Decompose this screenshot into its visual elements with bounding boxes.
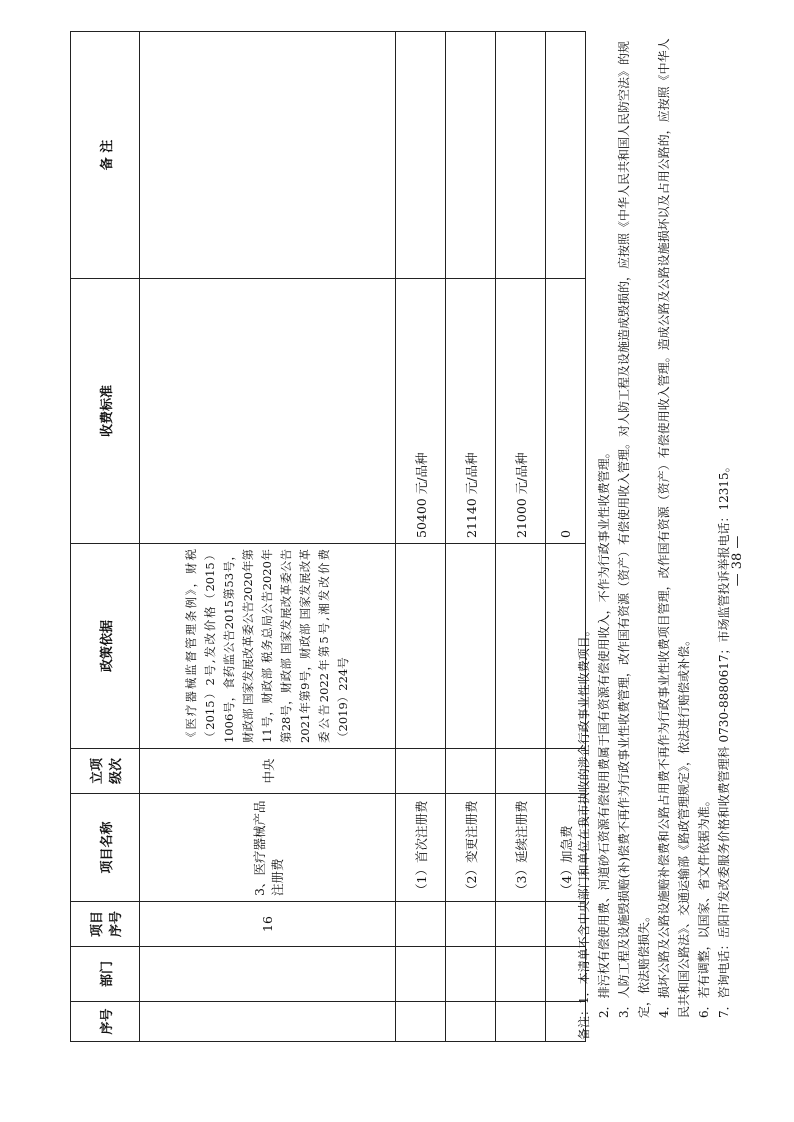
cell-item-no: 16 xyxy=(140,902,396,947)
note-3: 3．人防工程及设施毁损赔(补)偿费不再作为行政事业性收费管理，改作国有资源（资产）有偿使用收入管理。对人防工程及设施造成毁损的，应按照《中华人民共和国人民防空法》的规定，依法赔偿损失。 xyxy=(617,40,651,1018)
table-row xyxy=(496,32,546,1042)
notes-section xyxy=(574,35,734,1040)
cell-level: 中央 xyxy=(140,749,396,794)
cell-standard xyxy=(140,279,396,544)
fee-table xyxy=(70,31,586,1042)
header-seq: 序号 xyxy=(71,1002,140,1042)
cell-item-name: 3、医疗器械产品注册费 xyxy=(140,794,396,902)
sub-item-name: （4）加急费 xyxy=(546,794,586,902)
table-row-main xyxy=(140,32,396,1042)
note-4: 4．损坏公路及公路设施赔补偿费和公路占用费不再作为行政事业性收费项目管理，改作国有资源（资产）有偿使用收入管理。造成公路及公路设施损坏以及占用公路的，应按照《中华人民共和国公路法》、交通运输部《路政管理规定》，依法进行赔偿或补偿。 xyxy=(657,38,691,1018)
header-level: 立项级次 xyxy=(71,749,140,794)
note-7: 7．咨询电话：岳阳市发改委服务价格和收费管理科 0730-8880617；市场监管投诉举报电话：12315。 xyxy=(717,460,731,1018)
page-number: — 38 — xyxy=(730,535,745,587)
cell-remarks xyxy=(140,32,396,279)
sub-item-standard: 0 xyxy=(546,279,586,544)
sub-item-standard: 21140 元/品种 xyxy=(446,279,496,544)
cell-seq xyxy=(140,1002,396,1042)
header-item-name: 项目名称 xyxy=(71,794,140,902)
header-basis: 政策依据 xyxy=(71,544,140,749)
header-remarks: 备 注 xyxy=(71,32,140,279)
cell-dept xyxy=(140,947,396,1002)
note-1: 备注：1．本清单不含中央部门和单位在我市执收的涉企行政事业性收费项目。 xyxy=(577,624,591,1040)
table-row xyxy=(396,32,446,1042)
header-dept: 部门 xyxy=(71,947,140,1002)
sub-item-name: （3）延续注册费 xyxy=(496,794,546,902)
cell-basis: 《医疗器械监督管理条例》，财税（2015）2号,发改价格（2015）1006号，食药监公告2015第53号，财政部 国家发展改革委公告2020年第11号，财政部 税务总局公告2020年第28号，财政部 国家发展改革委公告2021年第9号，财政部 国家发展改革委公告2022年第5号,湘发改价费（2019）224号 xyxy=(140,544,396,749)
header-standard: 收费标准 xyxy=(71,279,140,544)
sub-item-standard: 21000 元/品种 xyxy=(496,279,546,544)
note-2: 2．排污权有偿使用费、河道砂石资源有偿使用费属于国有资源有偿使用收入，不作为行政事业性收费管理。 xyxy=(597,446,611,1018)
sub-item-standard: 50400 元/品种 xyxy=(396,279,446,544)
note-6: 6．若有调整，以国家、省文件依据为准。 xyxy=(697,794,711,1018)
table-row xyxy=(446,32,496,1042)
header-row xyxy=(71,32,140,1042)
sub-item-name: （1）首次注册费 xyxy=(396,794,446,902)
sub-item-name: （2）变更注册费 xyxy=(446,794,496,902)
header-item-no: 项目序号 xyxy=(71,902,140,947)
